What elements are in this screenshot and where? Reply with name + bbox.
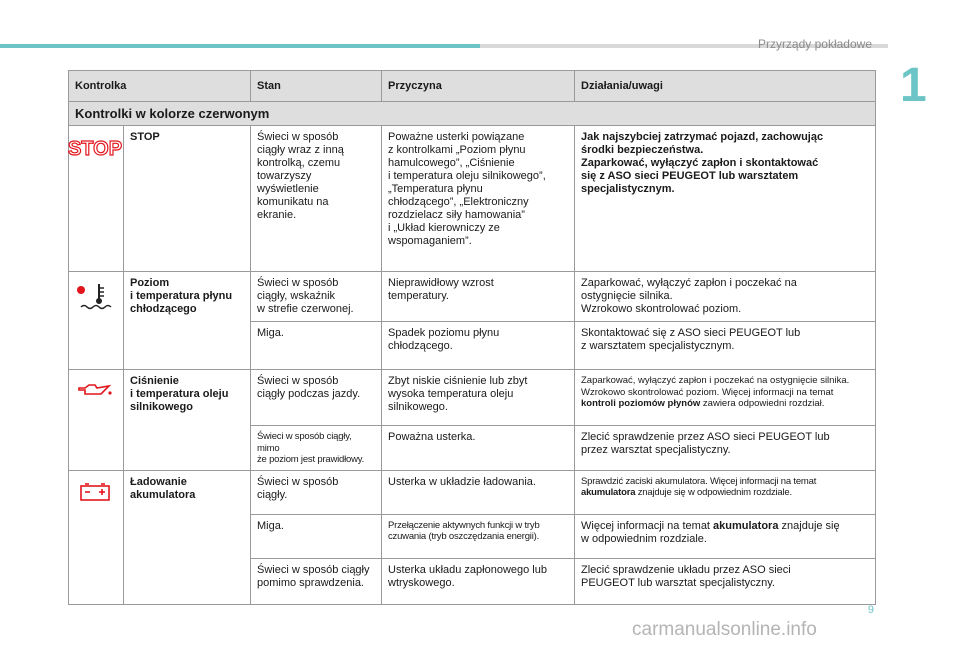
section-title: Przyrządy pokładowe [757,37,872,51]
table-row [69,370,876,426]
oil-pressure-icon [69,370,124,471]
page-number: 9 [867,604,874,616]
column-header: Stan [251,71,382,102]
section-heading-row [69,102,876,126]
light-action: Sprawdzić zaciski akumulatora. Więcej informacji na temat akumulatora znajduje się w odpowiednim rozdziale. [575,470,876,514]
light-name: Poziom i temperatura płynu chłodzącego [124,272,251,370]
column-header: Kontrolka [69,71,251,102]
table-row [69,470,876,514]
table-header-row [69,71,876,102]
light-state: Świeci w sposób ciągły, mimo że poziom jest prawidłowy. [251,426,382,471]
light-cause: Spadek poziomu płynu chłodzącego. [382,322,575,370]
warning-lights-table [68,70,876,605]
light-action: Zlecić sprawdzenie układu przez ASO sieci PEUGEOT lub warsztat specjalistyczny. [575,558,876,604]
light-state: Miga. [251,322,382,370]
section-heading: Kontrolki w kolorze czerwonym [69,102,876,126]
table-row [69,272,876,322]
light-cause: Zbyt niskie ciśnienie lub zbyt wysoka temperatura oleju silnikowego. [382,370,575,426]
light-cause: Poważna usterka. [382,426,575,471]
light-cause: Poważne usterki powiązane z kontrolkami „Poziom płynu hamulcowego”, „Ciśnienie i temperatura oleju silnikowego”, „Temperatura płynu chłodzącego”, „Elektroniczny rozdzielacz siły hamowania” i „Układ kierowniczy ze wspomaganiem”. [382,126,575,272]
light-name: STOP [124,126,251,272]
light-state: Świeci w sposób ciągły wraz z inną kontrolką, czemu towarzyszy wyświetlenie komunikatu na ekranie. [251,126,382,272]
stop-icon [69,126,124,272]
battery-icon [69,470,124,604]
light-cause: Usterka układu zapłonowego lub wtryskowego. [382,558,575,604]
light-state: Świeci w sposób ciągły podczas jazdy. [251,370,382,426]
watermark: carmanualsonline.info [632,619,817,640]
light-name: Ciśnienie i temperatura oleju silnikowego [124,370,251,471]
column-header: Przyczyna [382,71,575,102]
light-state: Świeci w sposób ciągły. [251,470,382,514]
chapter-number: 1 [900,59,927,112]
svg-text:STOP: STOP [67,138,123,160]
header-accent-bar [0,44,480,48]
light-state: Świeci w sposób ciągły pomimo sprawdzenia. [251,558,382,604]
light-action: Skontaktować się z ASO sieci PEUGEOT lub z warsztatem specjalistycznym. [575,322,876,370]
light-cause: Przełączenie aktywnych funkcji w tryb czuwania (tryb oszczędzania energii). [382,514,575,558]
table-row [69,126,876,272]
light-state: Świeci w sposób ciągły, wskaźnik w strefie czerwonej. [251,272,382,322]
light-name: Ładowanie akumulatora [124,470,251,604]
light-cause: Usterka w układzie ładowania. [382,470,575,514]
light-action: Zlecić sprawdzenie przez ASO sieci PEUGEOT lub przez warsztat specjalistyczny. [575,426,876,471]
coolant-temperature-icon [69,272,124,370]
column-header: Działania/uwagi [575,71,876,102]
light-state: Miga. [251,514,382,558]
light-action: Zaparkować, wyłączyć zapłon i poczekać na ostygnięcie silnika. Wzrokowo skontrolować poziom. [575,272,876,322]
light-cause: Nieprawidłowy wzrost temperatury. [382,272,575,322]
light-action: Zaparkować, wyłączyć zapłon i poczekać na ostygnięcie silnika. Wzrokowo skontrolować poziom. Więcej informacji na temat kontroli poziomów płynów zawiera odpowiedni rozdział. [575,370,876,426]
light-action: Więcej informacji na temat akumulatora znajduje się w odpowiednim rozdziale. [575,514,876,558]
light-action: Jak najszybciej zatrzymać pojazd, zachowując środki bezpieczeństwa. Zaparkować, wyłączyć zapłon i skontaktować się z ASO sieci PEUGEOT lub warsztatem specjalistycznym. [575,126,876,272]
